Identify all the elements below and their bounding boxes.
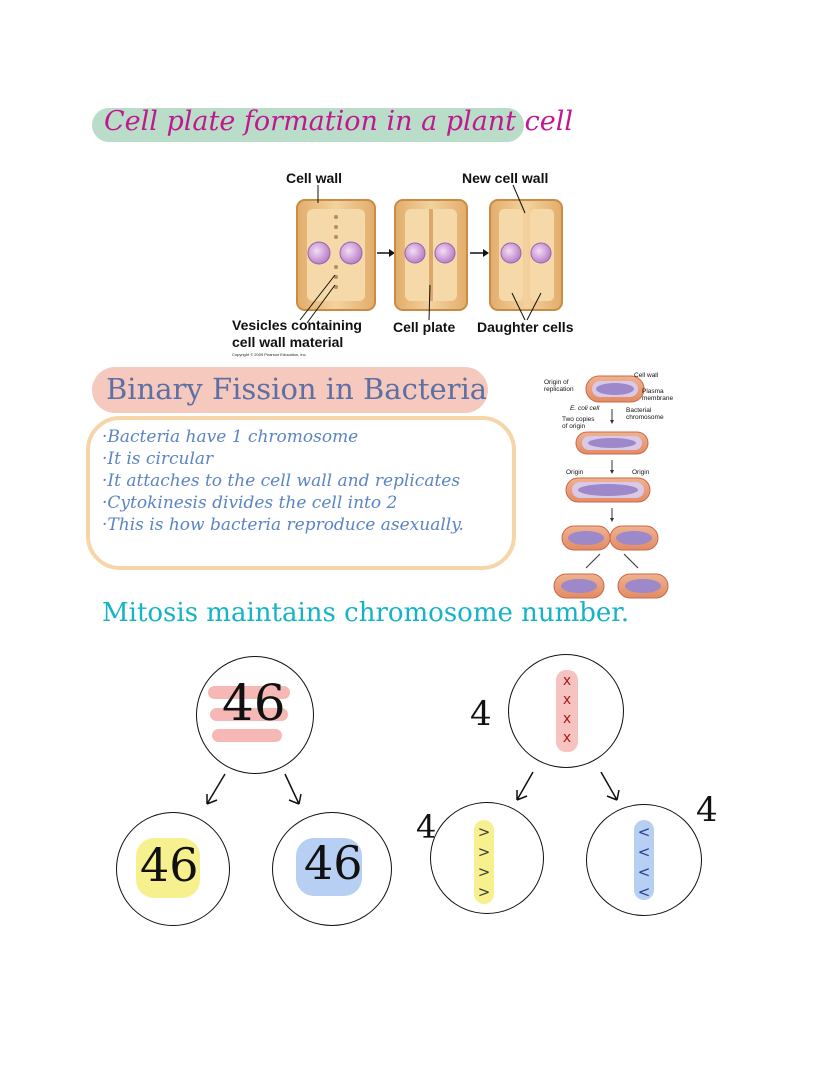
origin-replication-label: Origin of (544, 379, 569, 386)
nucleus (435, 243, 455, 263)
bacterial-chromosome-label: chromosome (626, 414, 664, 421)
nucleus (501, 243, 521, 263)
parent-count: 4 (470, 694, 492, 734)
child-left-count: 4 (416, 808, 437, 846)
section1-title: Cell plate formation in a plant cell (104, 106, 573, 137)
nucleus (405, 243, 425, 263)
bullet-item: ·It attaches to the cell wall and replicates (102, 471, 461, 491)
child-right-count: 4 (696, 790, 718, 830)
section3-title: Mitosis maintains chromosome number. (102, 598, 630, 628)
parent-number: 46 (222, 674, 286, 732)
bacterial-chromosome-label: Bacterial (626, 407, 652, 414)
plasma-membrane-label: Plasma (642, 388, 664, 395)
child-right-chromosome-marks: < < < < (637, 823, 651, 901)
label-vesicles-line1: Vesicles containing (232, 317, 362, 333)
origin-replication-label: replication (544, 386, 574, 393)
label-cell-plate: Cell plate (393, 319, 456, 335)
origin-left-label: Origin (566, 469, 584, 476)
bullet-item: ·It is circular (102, 449, 214, 469)
arrows-right-tree (505, 768, 635, 808)
child-right-number: 46 (304, 836, 363, 890)
origin-right-label: Origin (632, 469, 650, 476)
two-copies-label: Two copies (562, 416, 595, 423)
child-left-number: 46 (140, 838, 199, 892)
bullet-item: ·Cytokinesis divides the cell into 2 (102, 493, 398, 513)
child-left-chromosome-marks: > > > > (477, 823, 491, 901)
nucleus (531, 243, 551, 263)
e-coli-label: E. coli cell (570, 405, 600, 412)
parent-chromosome-marks: x x x x (562, 673, 572, 746)
section2-title: Binary Fission in Bacteria (106, 372, 488, 406)
bullet-item: ·This is how bacteria reproduce asexually. (102, 515, 464, 535)
label-vesicles (232, 317, 362, 351)
label-vesicles-line2: cell wall material (232, 334, 344, 350)
label-new-cell-wall: New cell wall (462, 170, 549, 186)
binary-fission-figure (538, 368, 688, 608)
bullet-list (102, 426, 464, 536)
nucleus (308, 242, 330, 264)
arrows-left-tree (195, 770, 315, 810)
nucleus (340, 242, 362, 264)
cell-wall-label: Cell wall (634, 372, 659, 379)
plasma-membrane-label: membrane (642, 395, 674, 402)
label-daughter-cells: Daughter cells (477, 319, 574, 335)
two-copies-label: of origin (562, 423, 586, 430)
label-cell-wall: Cell wall (286, 170, 343, 186)
copyright: Copyright © 2009 Pearson Education, Inc. (232, 352, 307, 357)
bullet-item: ·Bacteria have 1 chromosome (102, 427, 359, 447)
